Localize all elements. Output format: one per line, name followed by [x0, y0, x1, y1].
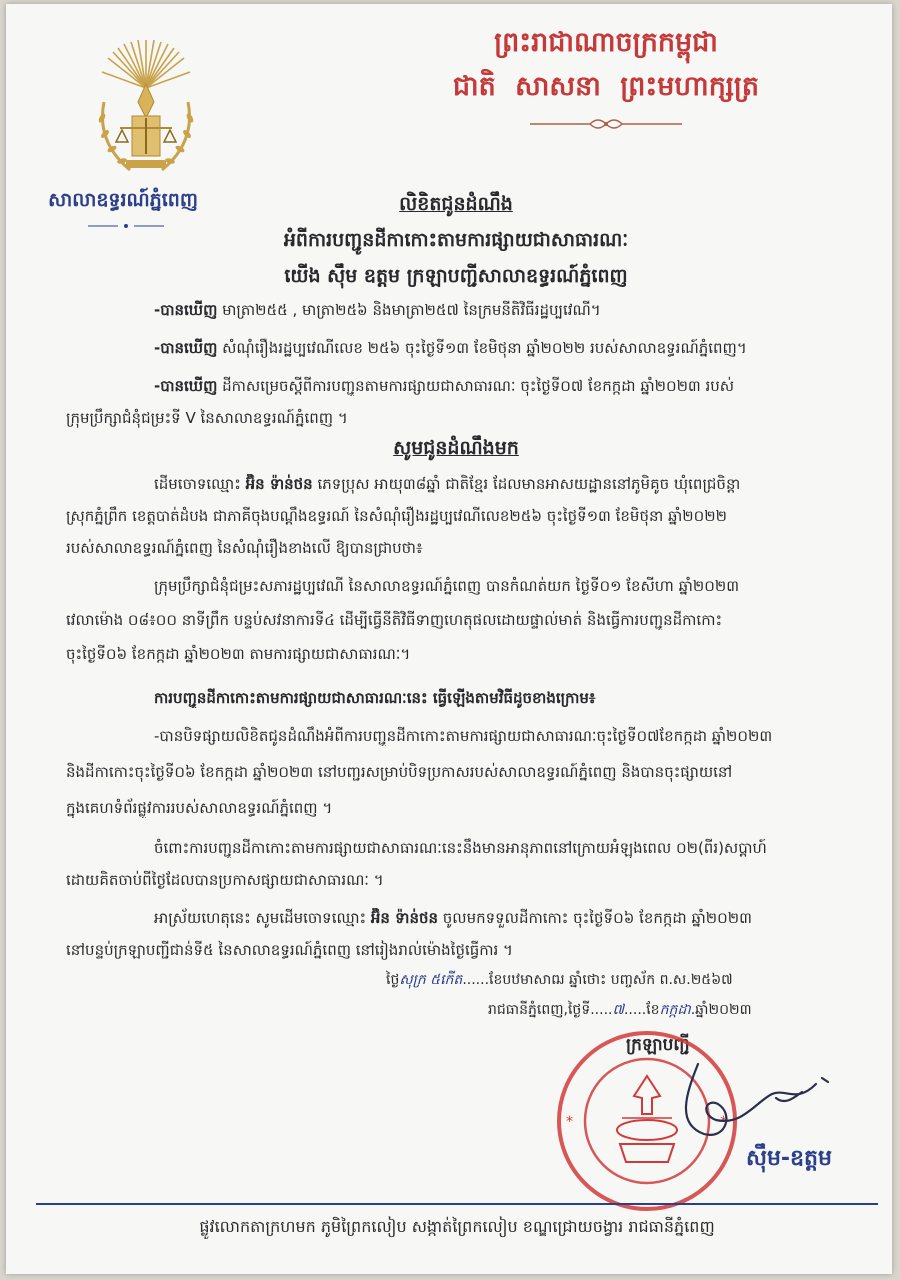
text-span: រាជធានីភ្នំពេញ,ថ្ងៃទី	[488, 1002, 591, 1018]
paragraph-4-line-1: -បានបិទផ្សាយលិខិតជូនដំណឹងអំពីការបញ្ជូនដីកាកោះតាមការផ្សាយជាសាធារណៈចុះថ្ងៃទី០៧ខែកក្កដា ឆ្នាំ២០២៣	[154, 727, 773, 745]
footer-address: ផ្លូវលោកតាក្រហមក ភូមិព្រៃកលៀប សង្កាត់ព្រៃកលៀប ខណ្ឌជ្រោយចង្វារ រាជធានីភ្នំពេញ	[199, 1217, 715, 1236]
kingdom-heading: ព្រះរាជាណាចក្រកម្ពុជា	[494, 27, 718, 58]
paragraph-2-line-1: ក្រុមប្រឹក្សាជំនុំជម្រះសភារដ្ឋប្បវេណី នៃសាលាឧទ្ធរណ៍ភ្នំពេញ បានកំណត់យក ថ្ងៃទី០១ ខែសីហា ឆ្នាំ២០២៣	[154, 577, 740, 595]
signatory-role: ក្រឡាបញ្ជី	[626, 1035, 690, 1055]
consideration-lead: -បានឃើញ	[154, 301, 218, 319]
court-emblem	[86, 32, 206, 182]
paragraph-5-line-1: ចំពោះការបញ្ជូនដីកាកោះតាមការផ្សាយជាសាធារណៈនេះនឹងមានអានុភាពនៅក្រោយអំឡុងពេល ០២(ពីរ)សប្តាហ៍	[154, 839, 767, 857]
text-span: ខែ	[646, 1002, 660, 1018]
handwritten-month: កក្កដា	[659, 1002, 691, 1018]
text-span: ដើមចោទឈ្មោះ	[154, 475, 246, 493]
plaintiff-name: អ៊ិន ទ៉ាន់ថន	[370, 909, 439, 927]
text-span: ......ខែបឋមាសាឍ ឆ្នាំថោះ បញ្ចស័ក ព.ស.២៥៦៧	[462, 972, 733, 988]
handwritten-signature	[646, 1054, 836, 1144]
footer-divider	[36, 1203, 878, 1205]
paragraph-2-line-3: ចុះថ្ងៃទី០៦ ខែកក្កដា ឆ្នាំ២០២៣ តាមការផ្សាយជាសាធារណៈ។	[66, 645, 411, 663]
paragraph-6-line-1	[154, 908, 856, 928]
court-name: សាលាឧទ្ធរណ៍ភ្នំពេញ	[48, 189, 198, 211]
svg-text:*: *	[720, 1114, 727, 1130]
paragraph-1-line-3: របស់សាលាឧទ្ធរណ៍ភ្នំពេញ នៃសំណុំរឿងខាងលើ ឱ្យបានជ្រាបថា៖	[66, 539, 423, 557]
consideration-lead: -បានឃើញ	[154, 339, 218, 357]
lunar-date-line	[386, 970, 733, 991]
consideration-3-continued: ក្រុមប្រឹក្សាជំនុំជម្រះទី V នៃសាលាឧទ្ធរណ៍ភ្នំពេញ ។	[66, 409, 348, 427]
text-span: ឆ្នាំ២០២៣	[695, 1002, 752, 1018]
consideration-text: មាត្រា២៥៥ , មាត្រា២៥៦ និងមាត្រា២៥៧ នៃក្រមនីតិវិធីរដ្ឋប្បវេណី។	[217, 301, 601, 319]
paragraph-6-line-2: នៅបន្ទប់ក្រឡាបញ្ជីជាន់ទី៥ នៃសាលាឧទ្ធរណ៍ភ្នំពេញ នៅរៀងរាល់ម៉ោងថ្ងៃធ្វើការ ។	[66, 941, 513, 959]
paragraph-4-line-2: និងដីកាកោះចុះថ្ងៃទី០៦ ខែកក្កដា ឆ្នាំ២០២៣ នៅបញ្ជរសម្រាប់បិទប្រកាសរបស់សាលាឧទ្ធរណ៍ភ្នំពេញ និងបានចុះផ្សាយនៅ	[66, 763, 733, 781]
text-span: ភេទប្រុស អាយុ៣៨ឆ្នាំ ជាតិខ្មែរ ដែលមានអាសយដ្ឋាននៅភូមិគូច ឃុំពេជ្រចិន្តា	[312, 475, 741, 493]
consideration-text: សំណុំរឿងរដ្ឋប្បវេណីលេខ ២៥៦ ចុះថ្ងៃទី១៣ ខែមិថុនា ឆ្នាំ២០២២ របស់សាលាឧទ្ធរណ៍ភ្នំពេញ។	[217, 339, 747, 357]
signatory-name: ស៊ឹម-ឧត្តម	[746, 1146, 832, 1171]
document-sheet	[6, 4, 892, 1274]
plaintiff-name: អ៊ិន ទ៉ាន់ថន	[245, 475, 313, 493]
svg-text:*: *	[566, 1114, 573, 1130]
text-span: ចូលមកទទួលដីកាកោះ ចុះថ្ងៃទី០៦ ខែកក្កដា ឆ្នាំ២០២៣	[438, 909, 752, 927]
text-span: ថ្ងៃ	[386, 972, 400, 988]
paragraph-5-line-2: ដោយគិតចាប់ពីថ្ងៃដែលបានប្រកាសផ្សាយជាសាធារណៈ ។	[66, 871, 384, 889]
consideration-lead: -បានឃើញ	[154, 377, 218, 395]
text-span: អាស្រ័យហេតុនេះ សូមដើមចោទឈ្មោះ	[154, 909, 371, 927]
consideration-3	[154, 376, 856, 396]
national-motto: ជាតិ សាសនា ព្រះមហាក្សត្រ	[452, 71, 760, 102]
consideration-1	[154, 300, 856, 320]
issuer-line: យើង ស៊ឹម ឧត្តម ក្រឡាបញ្ជីសាលាឧទ្ធរណ៍ភ្នំពេញ	[284, 265, 628, 287]
notice-heading: សូមជូនដំណឹងមក	[393, 437, 519, 459]
handwritten-lunar-day: សុក្រ ៥កើត	[399, 972, 463, 988]
place-date-line: រាជធានីភ្នំពេញ,ថ្ងៃទី.....៧.....ខែកក្កដា.ឆ្នាំ២០២៣	[488, 1002, 752, 1018]
document-subject: អំពីការបញ្ជូនដីកាកោះតាមការផ្សាយជាសាធារណៈ	[283, 229, 629, 251]
paragraph-1-line-1	[154, 474, 856, 494]
paragraph-4-line-3: ក្នុងគេហទំព័រផ្លូវការរបស់សាលាឧទ្ធរណ៍ភ្នំពេញ ។	[66, 799, 333, 817]
paragraph-3: ការបញ្ជូនដីកាកោះតាមការផ្សាយជាសាធារណៈនេះ ធ្វើឡើងតាមវិធីដូចខាងក្រោម៖	[154, 689, 596, 707]
document-title: លិខិតជូនដំណឹង	[399, 193, 513, 215]
handwritten-day: ៧	[612, 1002, 624, 1018]
consideration-2	[154, 338, 856, 358]
consideration-text: ដីកាសម្រេចស្តីពីការបញ្ជូនតាមការផ្សាយជាសាធារណៈ ចុះថ្ងៃទី០៧ ខែកក្កដា ឆ្នាំ២០២៣ របស់	[217, 377, 735, 395]
paragraph-2-line-2: វេលាម៉ោង ០៨៖០០ នាទីព្រឹក បន្ទប់សវនាការទី៤ ដើម្បីធ្វើនីតិវិធីទាញហេតុផលដោយផ្ទាល់មាត់ និងធ្វើការបញ្ជូនដីកាកោះ	[66, 611, 723, 629]
header-ornament	[526, 116, 686, 132]
paragraph-1-line-2: ស្រុកភ្នំព្រឹក ខេត្តបាត់ដំបង ជាភាគីចុងបណ្តឹងឧទ្ធរណ៍ នៃសំណុំរឿងរដ្ឋប្បវេណីលេខ២៥៦ ចុះថ្ងៃទី១៣ ខែមិថុនា ឆ្នាំ២០២២	[66, 507, 727, 525]
